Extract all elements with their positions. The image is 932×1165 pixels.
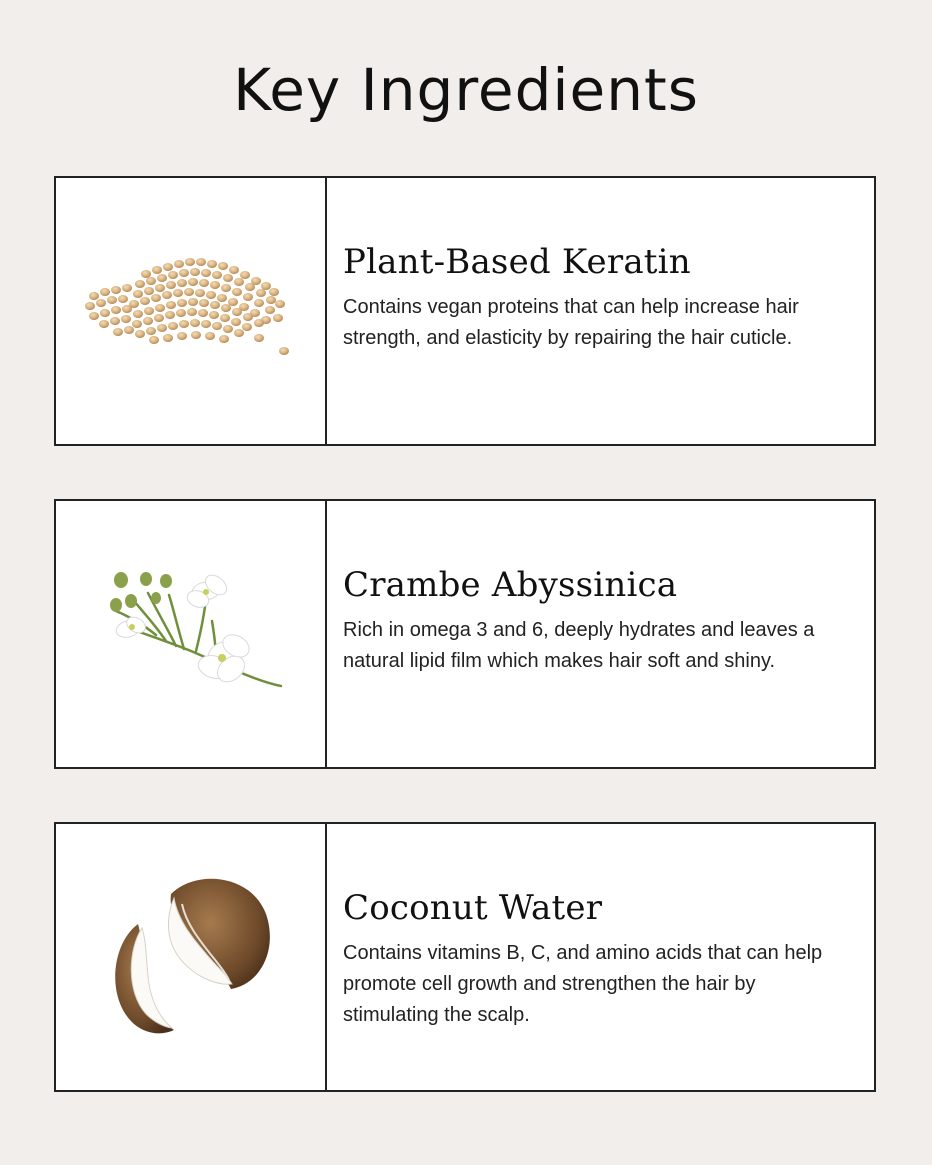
ingredient-name: Crambe Abyssinica: [343, 565, 678, 605]
ingredient-description: Contains vitamins B, C, and amino acids that can help promote cell growth and strengthen the hair by stimulating the scalp.: [343, 942, 823, 1026]
ingredient-card-plant-based-keratin: [54, 176, 876, 446]
coconut-icon: [56, 824, 325, 1090]
ingredient-description: Rich in omega 3 and 6, deeply hydrates and leaves a natural lipid film which makes hair soft and shiny.: [343, 619, 815, 672]
ingredient-text: [327, 178, 874, 444]
ingredient-text: [327, 501, 874, 767]
ingredient-image: [56, 824, 327, 1090]
ingredient-name: Plant-Based Keratin: [343, 242, 691, 282]
ingredient-text: [327, 824, 874, 1090]
ingredient-card-crambe-abyssinica: [54, 499, 876, 769]
ingredient-card-coconut-water: [54, 822, 876, 1092]
page-title: Key Ingredients: [233, 56, 699, 124]
ingredient-description: Contains vegan proteins that can help increase hair strength, and elasticity by repairing the hair cuticle.: [343, 296, 799, 349]
soybeans-icon: [56, 178, 325, 444]
crambe-flower-icon: [56, 501, 325, 767]
ingredient-name: Coconut Water: [343, 888, 603, 928]
ingredient-image: [56, 178, 327, 444]
ingredient-image: [56, 501, 327, 767]
